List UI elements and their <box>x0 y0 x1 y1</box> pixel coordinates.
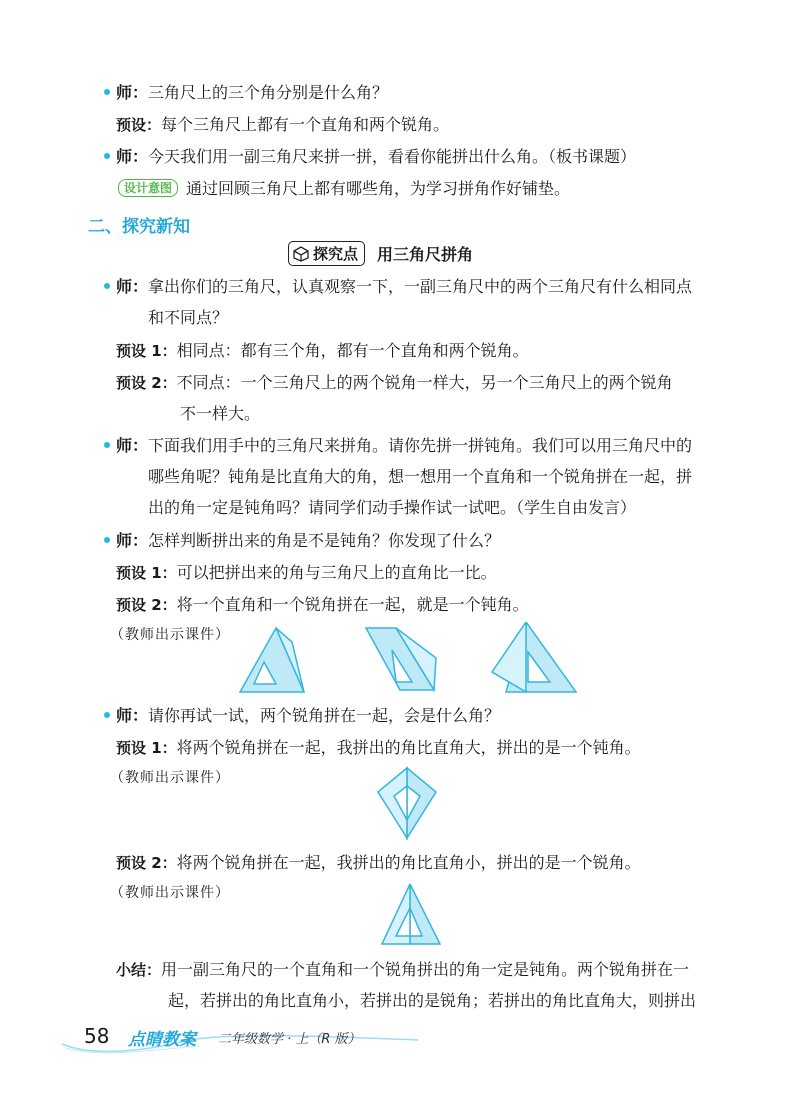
figure-acute-acute <box>378 882 444 948</box>
line-teacher-obtuse: 师：下面我们用手中的三角尺来拼角。请你先拼一拼钝角。我们可以用三角尺中的 <box>104 435 692 457</box>
line-summary-cont: 起，若拼出的角比直角小，若拼出的是锐角；若拼出的角比直角大，则拼出 <box>168 991 697 1010</box>
bullet-icon <box>104 89 110 95</box>
line-preset-2-obtuse: 预设 2：将一个直角和一个锐角拼在一起，就是一个钝角。 <box>116 595 529 614</box>
cube-icon <box>292 246 310 262</box>
line-preset-answer: 预设：每个三角尺上都有一个直角和两个锐角。 <box>116 115 450 134</box>
line-preset-2-diff: 预设 2：不同点：一个三角尺上的两个锐角一样大，另一个三角尺上的两个锐角 <box>116 373 673 392</box>
bullet-icon <box>104 283 110 289</box>
line-teacher-intro: 师：今天我们用一副三角尺来拼一拼，看看你能拼出什么角。（板书课题） <box>104 146 636 168</box>
brand-logo: 点睛教案 <box>128 1030 196 1050</box>
figure-acute-obtuse <box>374 764 440 840</box>
line-teacher-question-1: 师：三角尺上的三个角分别是什么角？ <box>104 82 388 104</box>
line-teacher-two-acute: 师：请你再试一试，两个锐角拼在一起，会是什么角？ <box>104 705 500 727</box>
explore-box: 探究点 <box>288 241 365 266</box>
design-intent-tag: 设计意图 <box>118 179 178 197</box>
line-teacher-obtuse-cont1: 哪些角呢？钝角是比直角大的角，想一想用一个直角和一个锐角拼在一起，拼 <box>148 467 693 486</box>
line-preset-2-cont: 不一样大。 <box>180 404 261 423</box>
bullet-icon <box>104 153 110 159</box>
line-preset-2-smaller: 预设 2：将两个锐角拼在一起，我拼出的角比直角小，拼出的是一个锐角。 <box>116 853 641 872</box>
explore-point-header: 探究点 用三角尺拼角 <box>288 241 473 266</box>
section-title: 二、探究新知 <box>88 217 190 237</box>
triangle-shape <box>492 622 526 692</box>
note-courseware-2: （教师出示课件） <box>110 770 230 786</box>
line-summary: 小结：用一副三角尺的一个直角和一个锐角拼出的角一定是钝角。两个锐角拼在一 <box>116 960 690 979</box>
line-preset-1-compare: 预设 1：可以把拼出来的角与三角尺上的直角比一比。 <box>116 563 497 582</box>
line-teacher-observe-cont: 和不同点？ <box>148 308 229 327</box>
note-courseware-3: （教师出示课件） <box>110 885 230 901</box>
figure-obtuse-combos <box>236 622 586 698</box>
book-title: 二年级数学 · 上（R 版） <box>218 1032 361 1047</box>
note-courseware-1: （教师出示课件） <box>110 627 230 643</box>
line-teacher-judge: 师：怎样判断拼出来的角是不是钝角？你发现了什么？ <box>104 530 500 552</box>
bullet-icon <box>104 537 110 543</box>
page-number: 58 <box>84 1024 110 1048</box>
line-teacher-obtuse-cont2: 出的角一定是钝角吗？请同学们动手操作试一试吧。（学生自由发言） <box>148 498 637 517</box>
line-design-intent: 设计意图 通过回顾三角尺上都有哪些角，为学习拼角作好铺垫。 <box>118 178 570 200</box>
bullet-icon <box>104 712 110 718</box>
line-teacher-observe: 师：拿出你们的三角尺，认真观察一下，一副三角尺中的两个三角尺有什么相同点 <box>104 276 692 298</box>
bullet-icon <box>104 442 110 448</box>
line-preset-1-bigger: 预设 1：将两个锐角拼在一起，我拼出的角比直角大，拼出的是一个钝角。 <box>116 738 641 757</box>
line-preset-1-same: 预设 1：相同点：都有三个角，都有一个直角和两个锐角。 <box>116 341 529 360</box>
